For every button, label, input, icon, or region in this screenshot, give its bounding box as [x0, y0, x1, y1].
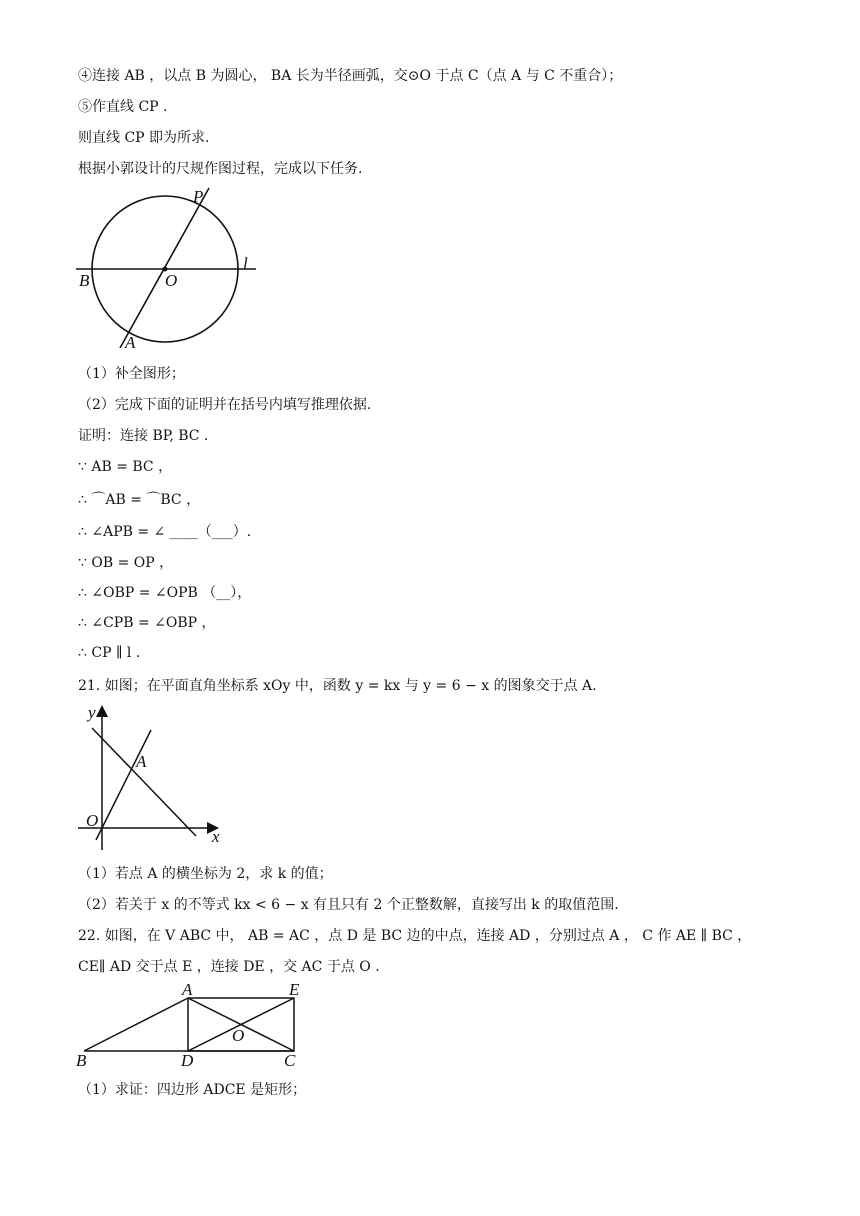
- proof-line-5: ∴ ∠OBP = ∠OPB （__），: [78, 585, 252, 601]
- label-o: O: [86, 811, 99, 830]
- conclusion-text: 则直线 CP 即为所求.: [78, 130, 210, 146]
- task-intro-text: 根据小郭设计的尺规作图过程，完成以下任务.: [78, 161, 363, 177]
- label-c: C: [284, 1051, 296, 1070]
- q22-part1: （1）求证：四边形 ADCE 是矩形；: [78, 1082, 307, 1098]
- label-p: P: [193, 187, 204, 206]
- rectangle-figure: [72, 982, 332, 1070]
- label-b: B: [79, 271, 90, 290]
- proof-line-1: ∵ AB = BC ，: [78, 459, 173, 475]
- q21-text: 21. 如图；在平面直角坐标系 xOy 中，函数 y = kx 与 y = 6 − x 的图象交于点 A.: [78, 678, 597, 694]
- label-e: E: [289, 982, 300, 999]
- label-a: A: [125, 333, 136, 352]
- proof-line-6: ∴ ∠CPB = ∠OBP ，: [78, 615, 216, 631]
- q22-text-b: CE∥ AD 交于点 E ，连接 DE ，交 AC 于点 O .: [78, 959, 380, 975]
- label-x: x: [212, 827, 220, 846]
- proof-line-4: ∵ OB = OP ，: [78, 555, 174, 571]
- q22-text-a: 22. 如图，在 V ABC 中， AB = AC ，点 D 是 BC 边的中点，连接 AD ，分别过点 A ， C 作 AE ∥ BC ，: [78, 928, 752, 944]
- q21-part2: （2）若关于 x 的不等式 kx < 6 − x 有且只有 2 个正整数解，直接写出 k 的取值范围.: [78, 897, 619, 913]
- step-5-text: ⑤作直线 CP .: [78, 99, 168, 115]
- step-4-text: ④连接 AB ，以点 B 为圆心， BA 长为半径画弧，交⊙O 于点 C（点 A 与 C 不重合）；: [78, 68, 623, 84]
- label-o: O: [232, 1026, 245, 1045]
- label-o: O: [165, 271, 178, 290]
- segment-ab: [84, 998, 188, 1051]
- q20-part2: （2）完成下面的证明并在括号内填写推理依据.: [78, 397, 372, 413]
- label-b: B: [76, 1051, 87, 1070]
- label-a: A: [136, 752, 147, 771]
- line-y-kx: [96, 730, 151, 840]
- proof-start: 证明：连接 BP, BC .: [78, 428, 209, 444]
- label-a: A: [182, 982, 193, 999]
- q21-part1: （1）若点 A 的横坐标为 2，求 k 的值；: [78, 866, 333, 882]
- proof-line-3: ∴ ∠APB = ∠ ____（___）.: [78, 524, 252, 540]
- label-l: l: [243, 254, 248, 273]
- label-y: y: [88, 703, 96, 722]
- proof-line-7: ∴ CP ∥ l .: [78, 645, 141, 661]
- label-d: D: [181, 1051, 194, 1070]
- coordinate-figure: [76, 700, 236, 860]
- q20-part1: （1）补全图形；: [78, 366, 185, 382]
- proof-line-2: ∴ ⌒AB = ⌒BC ，: [78, 492, 201, 508]
- circle-figure: [70, 182, 270, 354]
